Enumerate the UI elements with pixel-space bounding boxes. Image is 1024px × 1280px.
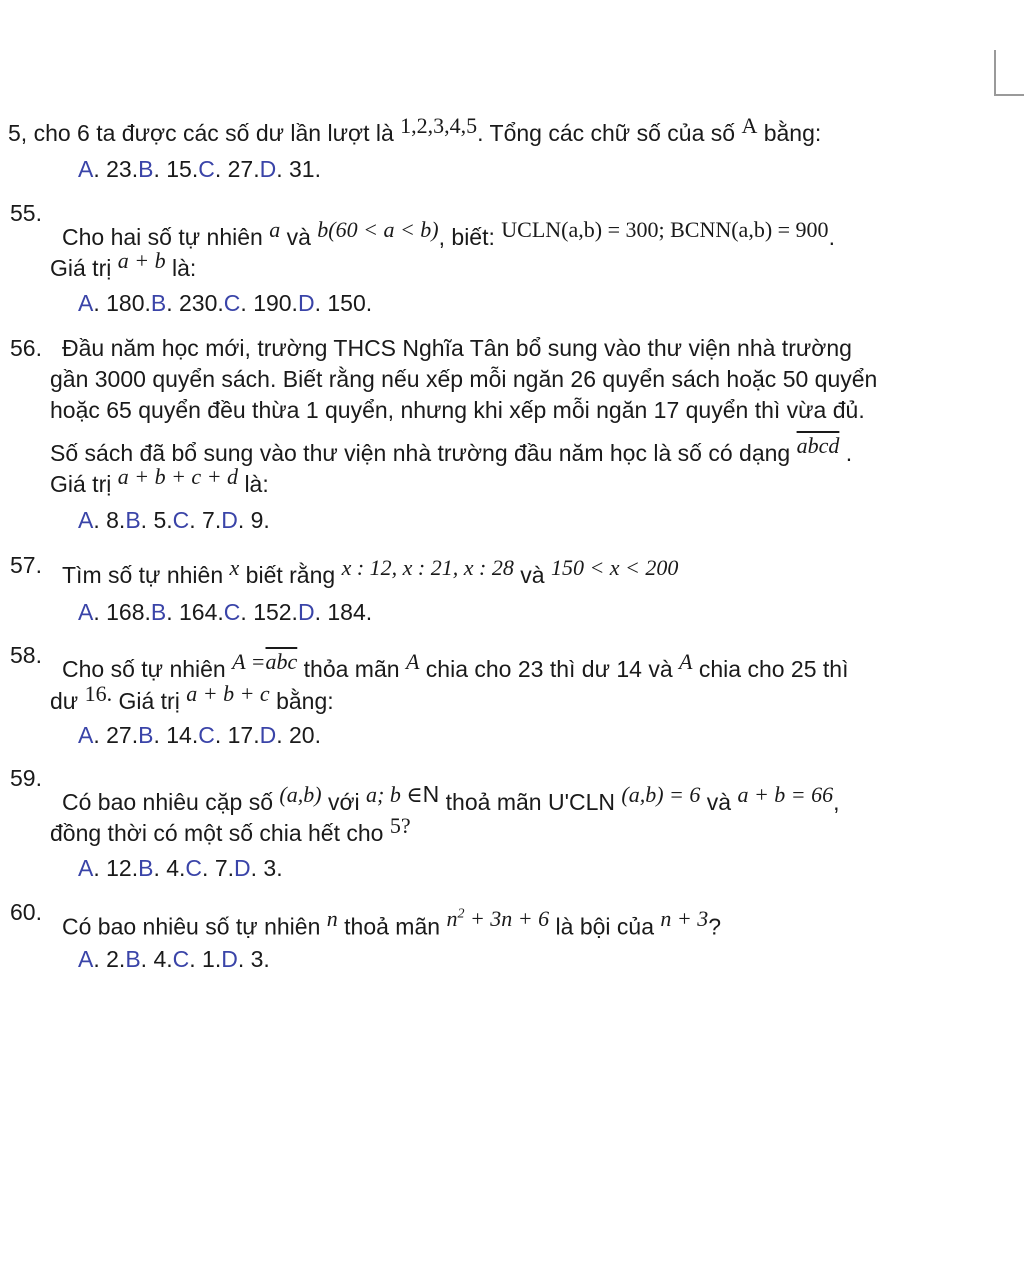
q55-number: 55. xyxy=(10,200,42,226)
q56-line5 xyxy=(50,464,269,500)
option-letter: C xyxy=(198,722,215,748)
option-value: 180. xyxy=(106,290,151,316)
q55-gcd-lcm: UCLN(a,b) = 300; BCNN(a,b) = 900 xyxy=(501,217,829,242)
q57-number: 57. xyxy=(10,552,42,578)
q57-text: Tìm số tự nhiên xyxy=(62,562,224,588)
option-value: 2. xyxy=(106,946,126,972)
q58-var-A: A xyxy=(405,649,420,674)
q57-text: và xyxy=(520,562,545,588)
q60-stem xyxy=(62,908,721,942)
q60-text: là bội của xyxy=(555,913,654,940)
option-value: 15. xyxy=(166,156,199,182)
q60-text: thoả mãn xyxy=(344,913,441,940)
option-value: 152. xyxy=(253,599,298,625)
q58-text: thỏa mãn xyxy=(303,656,400,682)
option-letter: D xyxy=(221,946,238,972)
option-letter: A xyxy=(78,946,94,972)
q57-text: biết rằng xyxy=(245,562,336,588)
q60-var-n: n xyxy=(326,906,338,932)
option-letter: D xyxy=(259,156,277,182)
option-letter: B xyxy=(138,722,154,748)
option-letter: A xyxy=(78,599,94,625)
option-letter: B xyxy=(125,507,141,533)
option-letter: D xyxy=(297,599,315,625)
option-letter: C xyxy=(223,290,241,316)
q60-poly-exponent: 2 xyxy=(457,907,465,922)
q60-polynomial xyxy=(446,906,549,931)
option-letter: D xyxy=(259,722,277,748)
q58-text: bằng: xyxy=(276,688,334,714)
option-value: 1. xyxy=(202,946,222,972)
q55-text: và xyxy=(286,224,311,250)
option-letter: B xyxy=(138,156,154,182)
q55-text: Cho hai số tự nhiên xyxy=(62,224,263,250)
q56-text: Giá trị xyxy=(50,471,112,497)
q60-text: Có bao nhiêu số tự nhiên xyxy=(62,913,321,940)
option-value: 5. xyxy=(153,507,173,533)
q59-text: , xyxy=(833,789,840,815)
option-letter: A xyxy=(78,722,94,748)
option-value: 164. xyxy=(179,599,224,625)
q58-stem-line2 xyxy=(50,681,334,717)
q59-text: Có bao nhiêu cặp số xyxy=(62,789,273,815)
q56-text: là: xyxy=(244,471,269,497)
q59-text: và xyxy=(706,789,732,815)
q58-var-A: A xyxy=(679,649,693,674)
q56-text: Số sách đã bổ sung vào thư viện nhà trường đầu năm học là số có dạng xyxy=(50,440,791,466)
q54-options: A. 23.B. 15.C. 27.D. 31. xyxy=(78,156,321,182)
q58-options: A. 27.B. 14.C. 17.D. 20. xyxy=(78,722,321,748)
option-letter: B xyxy=(150,290,167,316)
q60-poly-rest: + 3n + 6 xyxy=(469,906,550,932)
option-letter: A xyxy=(78,290,94,316)
q55-expression: a + b xyxy=(117,248,166,273)
option-value: 14. xyxy=(166,722,199,748)
option-value: 17. xyxy=(227,722,260,748)
q60-text: ? xyxy=(708,913,722,940)
option-letter: B xyxy=(150,599,167,625)
option-letter: B xyxy=(138,855,154,881)
option-value: 190. xyxy=(253,290,298,316)
option-letter: D xyxy=(234,855,251,881)
q58-stem xyxy=(62,649,849,685)
q58-remainder: 16. xyxy=(84,681,113,706)
q56-line3: hoặc 65 quyển đều thừa 1 quyển, nhưng khi xếp mỗi ngăn 17 quyển thì vừa đủ. xyxy=(50,397,865,423)
option-value: 7. xyxy=(202,507,222,533)
option-value: 27. xyxy=(106,722,139,748)
q58-number: 58. xyxy=(10,642,42,668)
q59-options: A. 12.B. 4.C. 7.D. 3. xyxy=(78,855,283,881)
option-letter: C xyxy=(198,156,215,182)
q58-text: chia cho 25 thì xyxy=(698,656,849,682)
q55-text: là: xyxy=(171,255,197,281)
option-letter: D xyxy=(221,507,238,533)
q59-gcd: (a,b) = 6 xyxy=(621,782,701,807)
q55-text: , biết: xyxy=(438,224,495,250)
q59-natural-set: N xyxy=(422,781,440,807)
option-value: 7. xyxy=(214,855,235,881)
option-value: 150. xyxy=(327,290,373,316)
option-value: 184. xyxy=(327,599,373,625)
option-letter: C xyxy=(172,946,190,972)
option-value: 9. xyxy=(250,507,270,533)
option-value: 27. xyxy=(227,156,260,182)
q56-line1: Đầu năm học mới, trường THCS Nghĩa Tân bổ sung vào thư viện nhà trường xyxy=(62,335,852,361)
q55-text: . xyxy=(828,224,835,250)
q58-expression: a + b + c xyxy=(186,681,270,706)
option-value: 4. xyxy=(166,855,186,881)
q60-poly-base: n xyxy=(446,906,458,932)
q55-options: A. 180.B. 230.C. 190.D. 150. xyxy=(78,290,373,316)
option-letter: C xyxy=(185,855,203,881)
q57-var-x: x xyxy=(229,555,240,580)
q54-remainders: 1,2,3,4,5 xyxy=(400,113,478,138)
q58-text: Giá trị xyxy=(118,688,180,714)
q58-number-form: $\overline{abc}$ xyxy=(265,649,298,674)
q59-stem xyxy=(62,781,840,818)
q56-expression: a + b + c + d xyxy=(117,464,239,489)
option-value: 3. xyxy=(263,855,283,881)
q57-divisibility: x : 12, x : 21, x : 28 xyxy=(341,555,514,580)
option-value: 230. xyxy=(179,290,224,316)
q56-options: A. 8.B. 5.C. 7.D. 9. xyxy=(78,507,270,533)
q60-options: A. 2.B. 4.C. 1.D. 3. xyxy=(78,946,270,972)
q54-text: . Tổng các chữ số của số xyxy=(477,120,736,146)
q55-var-a: a xyxy=(269,217,281,242)
q59-text: thoả mãn U'CLN xyxy=(445,789,615,815)
q57-stem xyxy=(62,555,679,591)
q56-text: . xyxy=(845,440,853,466)
q54-text: 5, cho 6 ta được các số dư lần lượt là xyxy=(8,120,394,146)
option-value: 4. xyxy=(153,946,173,972)
option-letter: B xyxy=(125,946,141,972)
q59-stem-line2 xyxy=(50,813,411,849)
q59-pair: (a,b) xyxy=(279,782,322,807)
option-letter: A xyxy=(78,855,94,881)
q54-var-A: A xyxy=(741,113,758,138)
q58-text: chia cho 23 thì dư 14 và xyxy=(425,656,673,682)
q59-text: đồng thời có một số chia hết cho xyxy=(50,820,384,846)
option-letter: C xyxy=(172,507,190,533)
q54-text: bằng: xyxy=(763,120,822,146)
q60-divisor: n + 3 xyxy=(660,906,709,932)
q57-range: 150 < x < 200 xyxy=(550,555,679,580)
q56-number: 56. xyxy=(10,335,42,361)
option-value: 12. xyxy=(106,855,139,881)
option-letter: A xyxy=(78,156,94,182)
q58-var-A: A = xyxy=(232,649,266,674)
q56-number-form: abcd xyxy=(796,433,840,458)
q59-number: 59. xyxy=(10,765,42,791)
option-value: 23. xyxy=(106,156,139,182)
q59-sum: a + b = 66 xyxy=(737,782,834,807)
option-value: 31. xyxy=(289,156,321,182)
option-value: 20. xyxy=(289,722,321,748)
q59-text: với xyxy=(327,789,360,815)
q57-options: A. 168.B. 164.C. 152.D. 184. xyxy=(78,599,373,625)
option-letter: C xyxy=(223,599,241,625)
q58-text: dư xyxy=(50,688,79,714)
option-letter: A xyxy=(78,507,94,533)
option-value: 168. xyxy=(106,599,151,625)
q59-divisor: 5? xyxy=(389,813,411,838)
q60-number: 60. xyxy=(10,899,42,925)
option-value: 3. xyxy=(250,946,270,972)
q55-stem xyxy=(62,217,835,253)
q58-text: Cho số tự nhiên xyxy=(62,656,226,682)
option-value: 8. xyxy=(106,507,126,533)
q59-domain: a; b ∈ xyxy=(366,782,423,807)
q56-line2: gần 3000 quyển sách. Biết rằng nếu xếp mỗi ngăn 26 quyển sách hoặc 50 quyển xyxy=(50,366,878,392)
q55-text: Giá trị xyxy=(50,255,112,281)
q55-condition: b(60 < a < b) xyxy=(317,217,439,242)
q54-stem xyxy=(8,113,822,149)
page-corner-mark xyxy=(994,50,1024,96)
q55-stem-line2 xyxy=(50,248,197,284)
option-letter: D xyxy=(297,290,315,316)
